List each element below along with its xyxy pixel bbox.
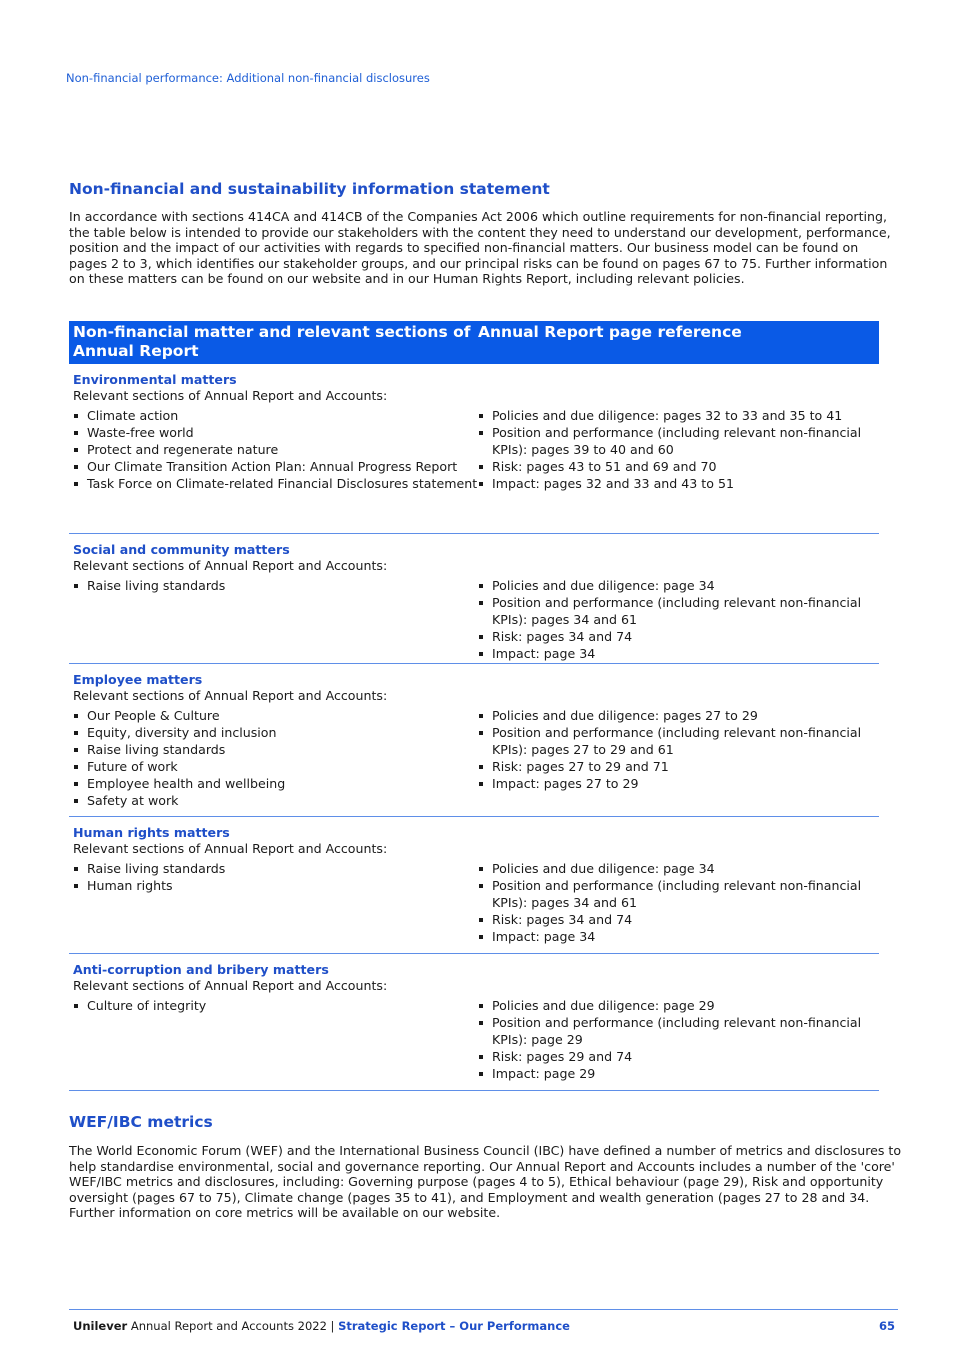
list-item: Safety at work (73, 792, 478, 809)
list-item: Raise living standards (73, 577, 478, 594)
row-title: Social and community matters (73, 542, 290, 557)
list-item: Position and performance (including relevant non-financial KPIs): pages 34 and 61 (478, 594, 875, 628)
list-item: Climate action (73, 407, 478, 424)
table-row (69, 954, 879, 1091)
list-item: Position and performance (including relevant non-financial KPIs): pages 39 to 40 and 60 (478, 424, 875, 458)
list-item: Risk: pages 34 and 74 (478, 628, 875, 645)
row-subtitle: Relevant sections of Annual Report and Accounts: (73, 841, 388, 856)
page-reference-list (478, 860, 875, 945)
intro-paragraph: In accordance with sections 414CA and 414CB of the Companies Act 2006 which outline requirements for non-financial reporting, the table below is intended to provide our stakeholders with the content they need to understand our development, performance, position and the impact of our activities with regards to specified non-financial matters. Our business model can be found on pages 2 to 3, which identifies our stakeholder groups, and our principal risks can be found on pages 67 to 75. Further information on these matters can be found on our website and in our Human Rights Report, including relevant policies. (69, 209, 891, 287)
list-item: Risk: pages 27 to 29 and 71 (478, 758, 875, 775)
row-subtitle: Relevant sections of Annual Report and Accounts: (73, 978, 388, 993)
header-page-reference: Annual Report page reference (478, 323, 742, 341)
row-title: Environmental matters (73, 372, 237, 387)
list-item: Employee health and wellbeing (73, 775, 478, 792)
table-header (69, 321, 879, 364)
list-item: Raise living standards (73, 860, 478, 877)
list-item: Impact: pages 32 and 33 and 43 to 51 (478, 475, 875, 492)
list-item: Position and performance (including relevant non-financial KPIs): pages 27 to 29 and 61 (478, 724, 875, 758)
list-item: Raise living standards (73, 741, 478, 758)
table-row (69, 364, 879, 534)
footer-left (73, 1319, 570, 1333)
list-item: Impact: pages 27 to 29 (478, 775, 875, 792)
list-item: Policies and due diligence: page 34 (478, 577, 875, 594)
list-item: Policies and due diligence: page 34 (478, 860, 875, 877)
page-reference-list (478, 707, 875, 809)
list-item: Risk: pages 43 to 51 and 69 and 70 (478, 458, 875, 475)
list-item: Our Climate Transition Action Plan: Annual Progress Report (73, 458, 478, 475)
list-item: Policies and due diligence: pages 32 to 33 and 35 to 41 (478, 407, 875, 424)
disclosure-table (69, 321, 879, 1091)
relevant-sections-list (73, 577, 478, 662)
row-title: Employee matters (73, 672, 203, 687)
list-item: Policies and due diligence: page 29 (478, 997, 875, 1014)
footer-brand: Unilever (73, 1319, 128, 1333)
list-item: Equity, diversity and inclusion (73, 724, 478, 741)
list-item: Position and performance (including relevant non-financial KPIs): pages 34 and 61 (478, 877, 875, 911)
page-reference-list (478, 577, 875, 662)
list-item: Culture of integrity (73, 997, 478, 1014)
table-row (69, 817, 879, 954)
list-item: Our People & Culture (73, 707, 478, 724)
page-number: 65 (878, 1319, 895, 1333)
page-footer (73, 1319, 895, 1333)
page-reference-list (478, 407, 875, 492)
row-title: Human rights matters (73, 825, 230, 840)
list-item: Impact: page 34 (478, 645, 875, 662)
list-item: Protect and regenerate nature (73, 441, 478, 458)
relevant-sections-list (73, 997, 478, 1082)
relevant-sections-list (73, 860, 478, 945)
footer-report: Annual Report and Accounts 2022 | (130, 1319, 335, 1333)
table-row (69, 664, 879, 817)
wef-title: WEF/IBC metrics (69, 1113, 213, 1131)
row-subtitle: Relevant sections of Annual Report and Accounts: (73, 388, 388, 403)
list-item: Risk: pages 29 and 74 (478, 1048, 875, 1065)
section-title: Non-financial and sustainability information statement (69, 180, 550, 198)
relevant-sections-list (73, 407, 478, 492)
list-item: Impact: page 29 (478, 1065, 875, 1082)
list-item: Waste-free world (73, 424, 478, 441)
table-row (69, 534, 879, 664)
page-reference-list (478, 997, 875, 1082)
list-item: Future of work (73, 758, 478, 775)
list-item: Policies and due diligence: pages 27 to 29 (478, 707, 875, 724)
list-item: Position and performance (including relevant non-financial KPIs): page 29 (478, 1014, 875, 1048)
row-subtitle: Relevant sections of Annual Report and Accounts: (73, 688, 388, 703)
row-title: Anti-corruption and bribery matters (73, 962, 329, 977)
list-item: Task Force on Climate-related Financial Disclosures statement (73, 475, 478, 492)
row-subtitle: Relevant sections of Annual Report and Accounts: (73, 558, 388, 573)
header-matter: Non-financial matter and relevant sections of Annual Report (73, 323, 471, 360)
list-item: Human rights (73, 877, 478, 894)
list-item: Impact: page 34 (478, 928, 875, 945)
list-item: Risk: pages 34 and 74 (478, 911, 875, 928)
relevant-sections-list (73, 707, 478, 809)
footer-section: Strategic Report – Our Performance (338, 1319, 570, 1333)
footer-divider (69, 1309, 898, 1310)
running-header: Non-financial performance: Additional non-financial disclosures (66, 71, 430, 85)
wef-paragraph: The World Economic Forum (WEF) and the International Business Council (IBC) have defined a number of metrics and disclosures to help standardise environmental, social and governance reporting. Our Annual Report and Accounts includes a number of the 'core' WEF/IBC metrics and disclosures, including: Governing purpose (pages 4 to 5), Ethical behaviour (page 29), Risk and opportunity oversight (pages 67 to 75), Climate change (pages 35 to 41), and Employment and wealth generation (pages 27 to 28 and 34. Further information on core metrics will be available on our website. (69, 1143, 902, 1221)
